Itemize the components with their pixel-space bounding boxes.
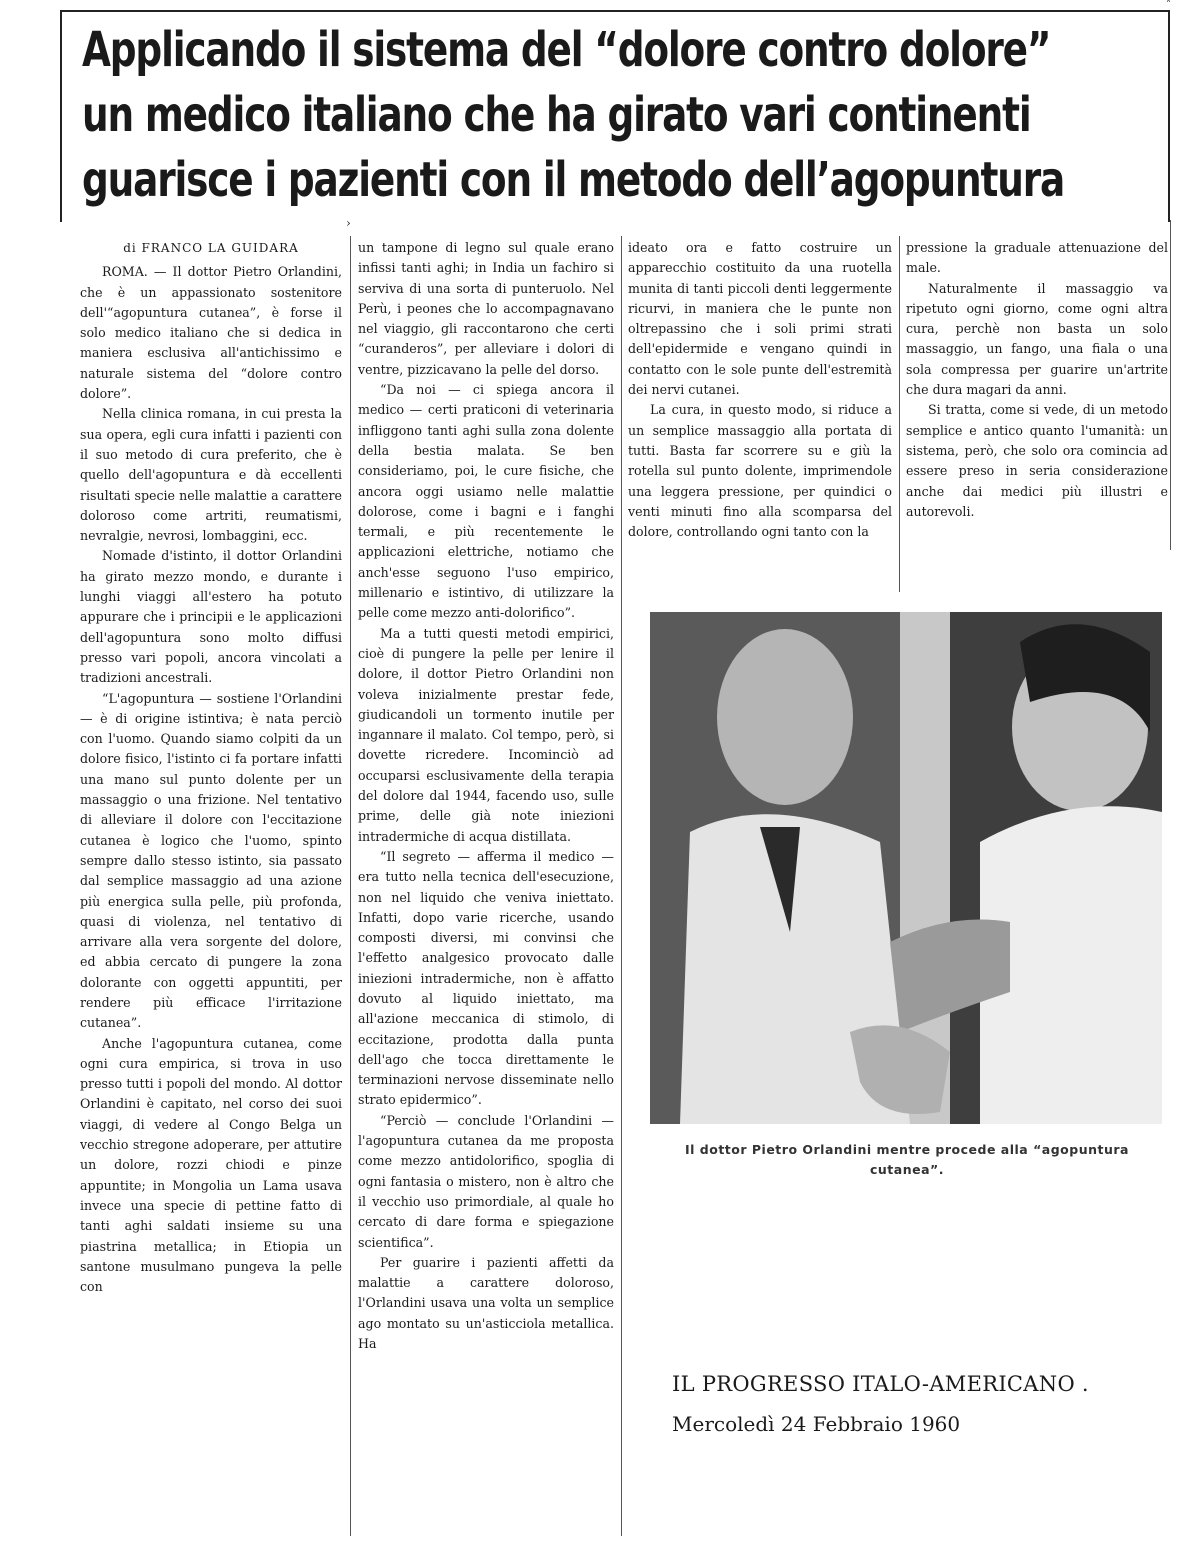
paragraph: Si tratta, come si vede, di un metodo semplice e antico quanto l'umanità: un sistema, però, che solo ora comincia ad essere preso in seria considerazione anche dai medici più illustri e autorevoli.	[906, 402, 1168, 519]
newspaper-date: Mercoledì 24 Febbraio 1960	[672, 1412, 961, 1436]
paragraph: Nomade d'istinto, il dottor Orlandini ha girato mezzo mondo, e durante i lunghi viaggi all'estero ha potuto appurare che i principii e le applicazioni dell'agopuntura sono molto diffusi presso vari popoli, ancora vincolati a tradizioni ancestrali.	[80, 548, 342, 686]
cursor-glyph-icon: ›	[346, 216, 351, 230]
byline: di FRANCO LA GUIDARA	[123, 241, 299, 255]
newspaper-name: IL PROGRESSO ITALO-AMERICANO .	[672, 1372, 1089, 1396]
paragraph: un tampone di legno sul quale erano infissi tanti aghi; in India un fachiro si serviva di una sorta di punteruolo. Nel Perù, i peones che lo accompagnavano nel viaggio, gli raccontarono che certi “curanderos”, per alleviare i dolori di ventre, pizzicavano la pelle del dorso.	[358, 240, 614, 377]
headline	[82, 18, 1166, 213]
headline-line-2: un medico italiano che ha girato vari continenti	[82, 87, 1031, 143]
paragraph: pressione la graduale attenuazione del male.	[906, 240, 1168, 276]
paragraph: Nella clinica romana, in cui presta la sua opera, egli cura infatti i pazienti con il suo metodo di cura preferito, che è quello dell'agopuntura e dà eccellenti risultati specie nelle malattie a carattere doloroso come artriti, reumatismi, nevralgie, nevrosi, lombaggini, ecc.	[80, 406, 342, 544]
column-rule	[621, 236, 622, 1536]
article-column-2	[358, 238, 614, 1354]
paragraph: Per guarire i pazienti affetti da malattie a carattere doloroso, l'Orlandini usava una volta un semplice ago montato su un'asticciola metallica. Ha	[358, 1254, 614, 1352]
article-column-4	[906, 238, 1168, 522]
article-column-3	[628, 238, 892, 542]
article-photo	[650, 612, 1162, 1124]
paragraph: La cura, in questo modo, si riduce a un semplice massaggio alla portata di tutti. Basta far scorrere su e giù la rotella sul punto dolente, imprimendole una leggera pressione, per quindici o venti minuti fino alla scomparsa del dolore, controllando ogni tanto con la	[628, 402, 892, 540]
paragraph: Anche l'agopuntura cutanea, come ogni cura empirica, si trova in uso presso tutti i popoli del mondo. Al dottor Orlandini è capitato, nel corso dei suoi viaggi, di vedere al Congo Belga un vecchio stregone adoperare, per attutire un dolore, rozzi chiodi e pinze appuntite; in Mongolia un Lama usava invece una specie di pettine fatto di tanti aghi saldati insieme su una piastrina metallica; in Etiopia un santone musulmano pungeva la pelle con	[80, 1035, 342, 1295]
column-rule	[350, 236, 351, 1536]
photo-caption: Il dottor Pietro Orlandini mentre procede alla “agopuntura cutanea”.	[685, 1142, 1129, 1177]
article-column-1	[80, 238, 342, 1297]
column-rule	[899, 236, 900, 592]
photo-illustration	[650, 612, 1162, 1124]
corner-mark-icon: ˄	[1166, 0, 1171, 11]
paragraph: “Il segreto — afferma il medico — era tutto nella tecnica dell'esecuzione, non nel liquido che veniva iniettato. Infatti, dopo varie ricerche, usando composti diversi, mi convinsi che l'effetto analgesico provocato dalle iniezioni intradermiche, non è affatto dovuto al liquido iniettato, ma all'azione meccanica di stimolo, di eccitazione, prodotta dalla punta dell'ago che tocca direttamente le terminazioni nervose disseminate nello strato epidermico”.	[358, 848, 614, 1108]
column-rule	[1170, 220, 1171, 550]
paragraph: “Da noi — ci spiega ancora il medico — certi praticoni di veterinaria infliggono tanti aghi sulla zona dolente della bestia malata. Se ben consideriamo, poi, le cure fisiche, che ancora oggi usiamo nelle malattie dolorose, come i bagni e i fanghi termali, e più recentemente le applicazioni elettriche, notiamo che anch'esse seguono l'uso empirico, millenario e istintivo, di utilizzare la pelle come mezzo anti-dolorifico”.	[358, 382, 614, 621]
paragraph: ROMA. — Il dottor Pietro Orlandini, che è un appassionato sostenitore dell'“agopuntura cutanea”, è forse il solo medico italiano che si dedica in maniera esclusiva all'antichissimo e naturale sistema del “dolore contro dolore”.	[80, 264, 342, 402]
paragraph: “Perciò — conclude l'Orlandini — l'agopuntura cutanea da me proposta come mezzo antidolorifico, spoglia di ogni fantasia o mistero, non è altro che il vecchio uso primordiale, al quale ho cercato di dare forma e spiegazione scientifica”.	[358, 1112, 614, 1250]
headline-line-3: guarisce i pazienti con il metodo dell’agopuntura	[82, 152, 1065, 208]
headline-line-1: Applicando il sistema del “dolore contro dolore”	[82, 22, 1051, 78]
paragraph: Ma a tutti questi metodi empirici, cioè di pungere la pelle per lenire il dolore, il dottor Pietro Orlandini non voleva inizialmente prestar fede, giudicandoli un tormento inutile per ingannare il malato. Col tempo, però, si dovette ricredere. Incominciò ad occuparsi esclusivamente della terapia del dolore dal 1944, facendo uso, sulle prime, delle già note iniezioni intradermiche di acqua distillata.	[358, 625, 614, 844]
paragraph: “L'agopuntura — sostiene l'Orlandini — è di origine istintiva; è nata perciò con l'uomo. Quando siamo colpiti da un dolore fisico, l'istinto ci fa portare infatti una mano sul punto dolente per un massaggio o una frizione. Nel tentativo di alleviare il dolore con l'eccitazione cutanea è logico che l'uomo, spinto sempre dallo stesso istinto, sia passato dal semplice massaggio ad una azione più energica sulla pelle, più profonda, quasi di violenza, nel tentativo di arrivare alla vera sorgente del dolore, ed abbia cercato di pungere la zona dolorante con oggetti appuntiti, per rendere più efficace l'irritazione cutanea”.	[80, 690, 342, 1031]
paragraph: Naturalmente il massaggio va ripetuto ogni giorno, come ogni altra cura, perchè non basta un solo massaggio, un fango, una fiala o una sola compressa per guarire un'artrite che dura magari da anni.	[906, 280, 1168, 398]
paragraph: ideato ora e fatto costruire un apparecchio costituito da una ruotella munita di tanti piccoli denti leggermente ricurvi, in maniera che le punte non oltrepassino che i soli primi strati dell'epidermide e vengano quindi in contatto con le sole punte dell'estremità dei nervi cutanei.	[628, 240, 892, 398]
